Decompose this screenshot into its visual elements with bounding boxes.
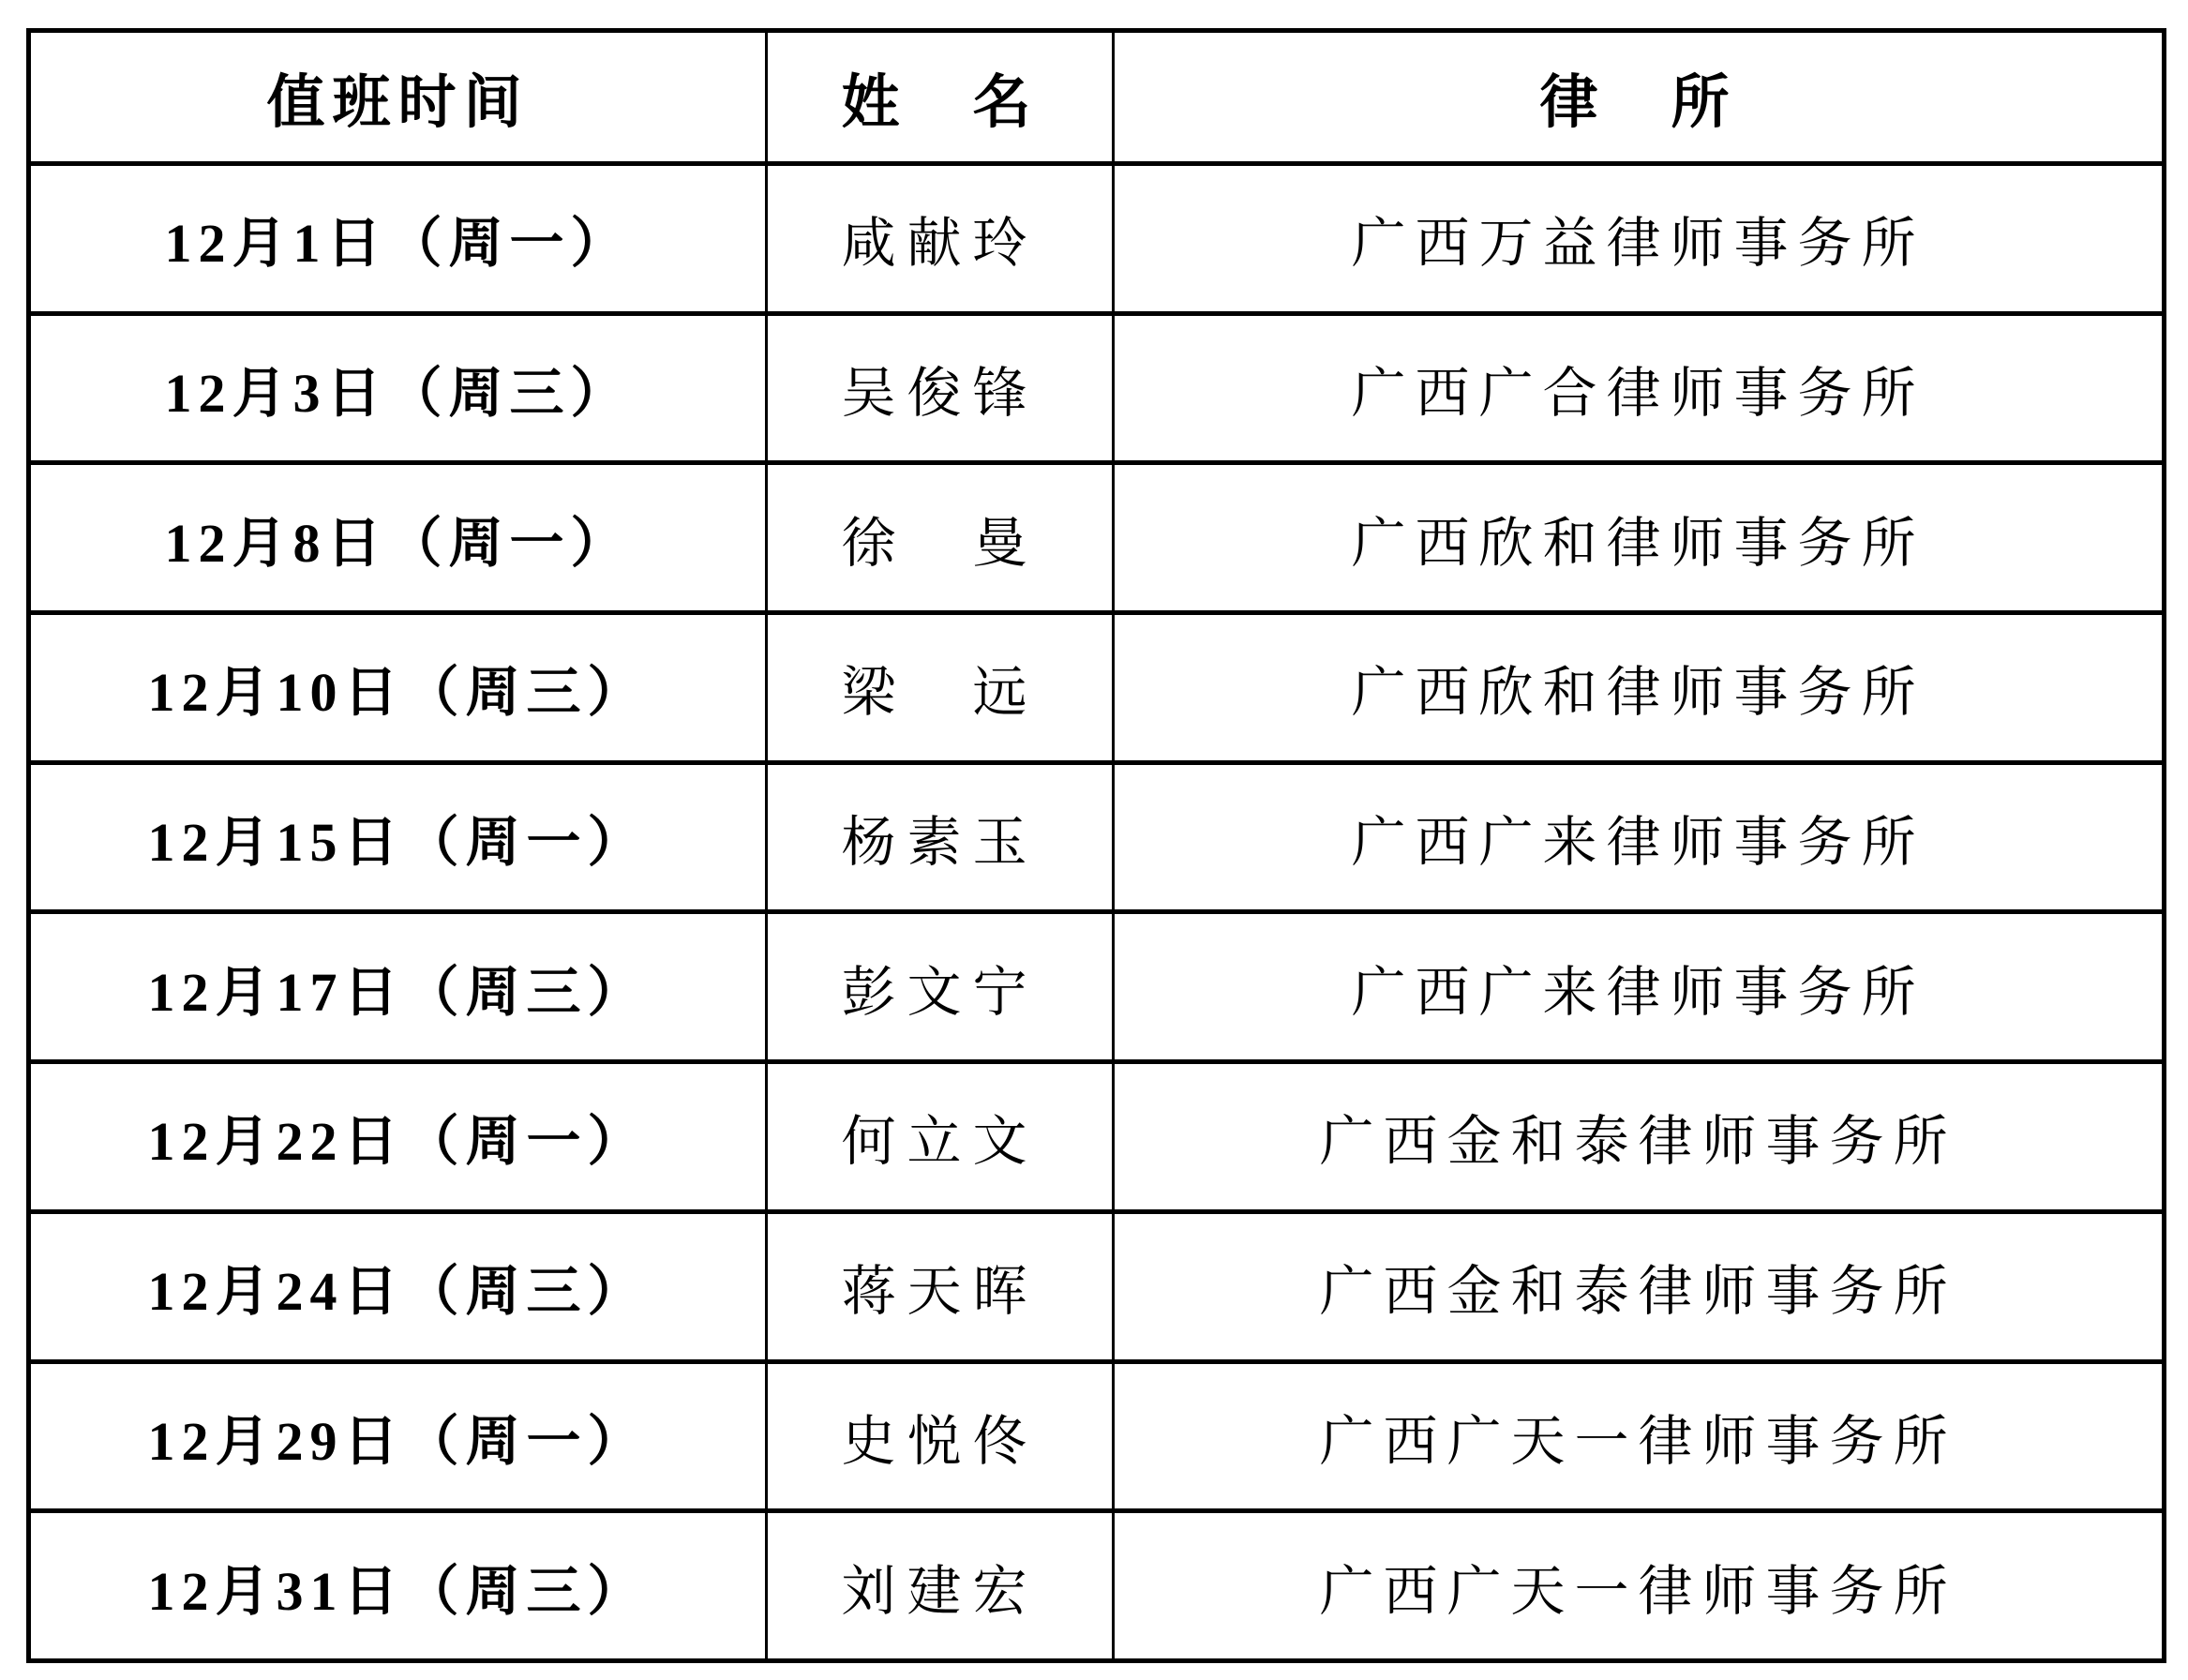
- duty-date-cell: 12月15日（周一）: [29, 762, 767, 912]
- header-row: [29, 31, 2165, 164]
- duty-date-cell: 12月8日（周一）: [29, 463, 767, 613]
- duty-date-cell: 12月24日（周三）: [29, 1211, 767, 1361]
- duty-date-cell: 12月1日（周一）: [29, 164, 767, 314]
- table-row: [29, 613, 2165, 763]
- table-row: [29, 1062, 2165, 1212]
- header-duty-time: 值班时间: [29, 31, 767, 164]
- law-firm-cell: 广西欣和律师事务所: [1114, 613, 2165, 763]
- law-firm-cell: 广西广合律师事务所: [1114, 313, 2165, 463]
- lawyer-name-cell: 蒋天晖: [767, 1211, 1114, 1361]
- duty-date-cell: 12月22日（周一）: [29, 1062, 767, 1212]
- law-firm-cell: 广西广天一律师事务所: [1114, 1511, 2165, 1661]
- law-firm-cell: 广西万益律师事务所: [1114, 164, 2165, 314]
- duty-date-cell: 12月10日（周三）: [29, 613, 767, 763]
- table-row: [29, 1211, 2165, 1361]
- lawyer-name-cell: 史悦佟: [767, 1361, 1114, 1511]
- table-row: [29, 463, 2165, 613]
- lawyer-name-cell: 徐 曼: [767, 463, 1114, 613]
- lawyer-name-cell: 咸献玲: [767, 164, 1114, 314]
- lawyer-name-cell: 梁 远: [767, 613, 1114, 763]
- duty-date-cell: 12月29日（周一）: [29, 1361, 767, 1511]
- law-firm-cell: 广西广天一律师事务所: [1114, 1361, 2165, 1511]
- table-row: [29, 313, 2165, 463]
- table-row: [29, 912, 2165, 1062]
- lawyer-name-cell: 何立文: [767, 1062, 1114, 1212]
- law-firm-cell: 广西金和泰律师事务所: [1114, 1062, 2165, 1212]
- table-row: [29, 1361, 2165, 1511]
- law-firm-cell: 广西欣和律师事务所: [1114, 463, 2165, 613]
- lawyer-name-cell: 彭文宁: [767, 912, 1114, 1062]
- law-firm-cell: 广西广来律师事务所: [1114, 762, 2165, 912]
- table-row: [29, 164, 2165, 314]
- header-law-firm: 律 所: [1114, 31, 2165, 164]
- lawyer-name-cell: 吴俊锋: [767, 313, 1114, 463]
- table-row: [29, 1511, 2165, 1661]
- lawyer-name-cell: 刘建宏: [767, 1511, 1114, 1661]
- table-row: [29, 762, 2165, 912]
- duty-date-cell: 12月3日（周三）: [29, 313, 767, 463]
- header-name: 姓 名: [767, 31, 1114, 164]
- duty-date-cell: 12月17日（周三）: [29, 912, 767, 1062]
- law-firm-cell: 广西金和泰律师事务所: [1114, 1211, 2165, 1361]
- duty-date-cell: 12月31日（周三）: [29, 1511, 767, 1661]
- lawyer-name-cell: 杨素玉: [767, 762, 1114, 912]
- law-firm-cell: 广西广来律师事务所: [1114, 912, 2165, 1062]
- duty-roster-table: [26, 28, 2166, 1663]
